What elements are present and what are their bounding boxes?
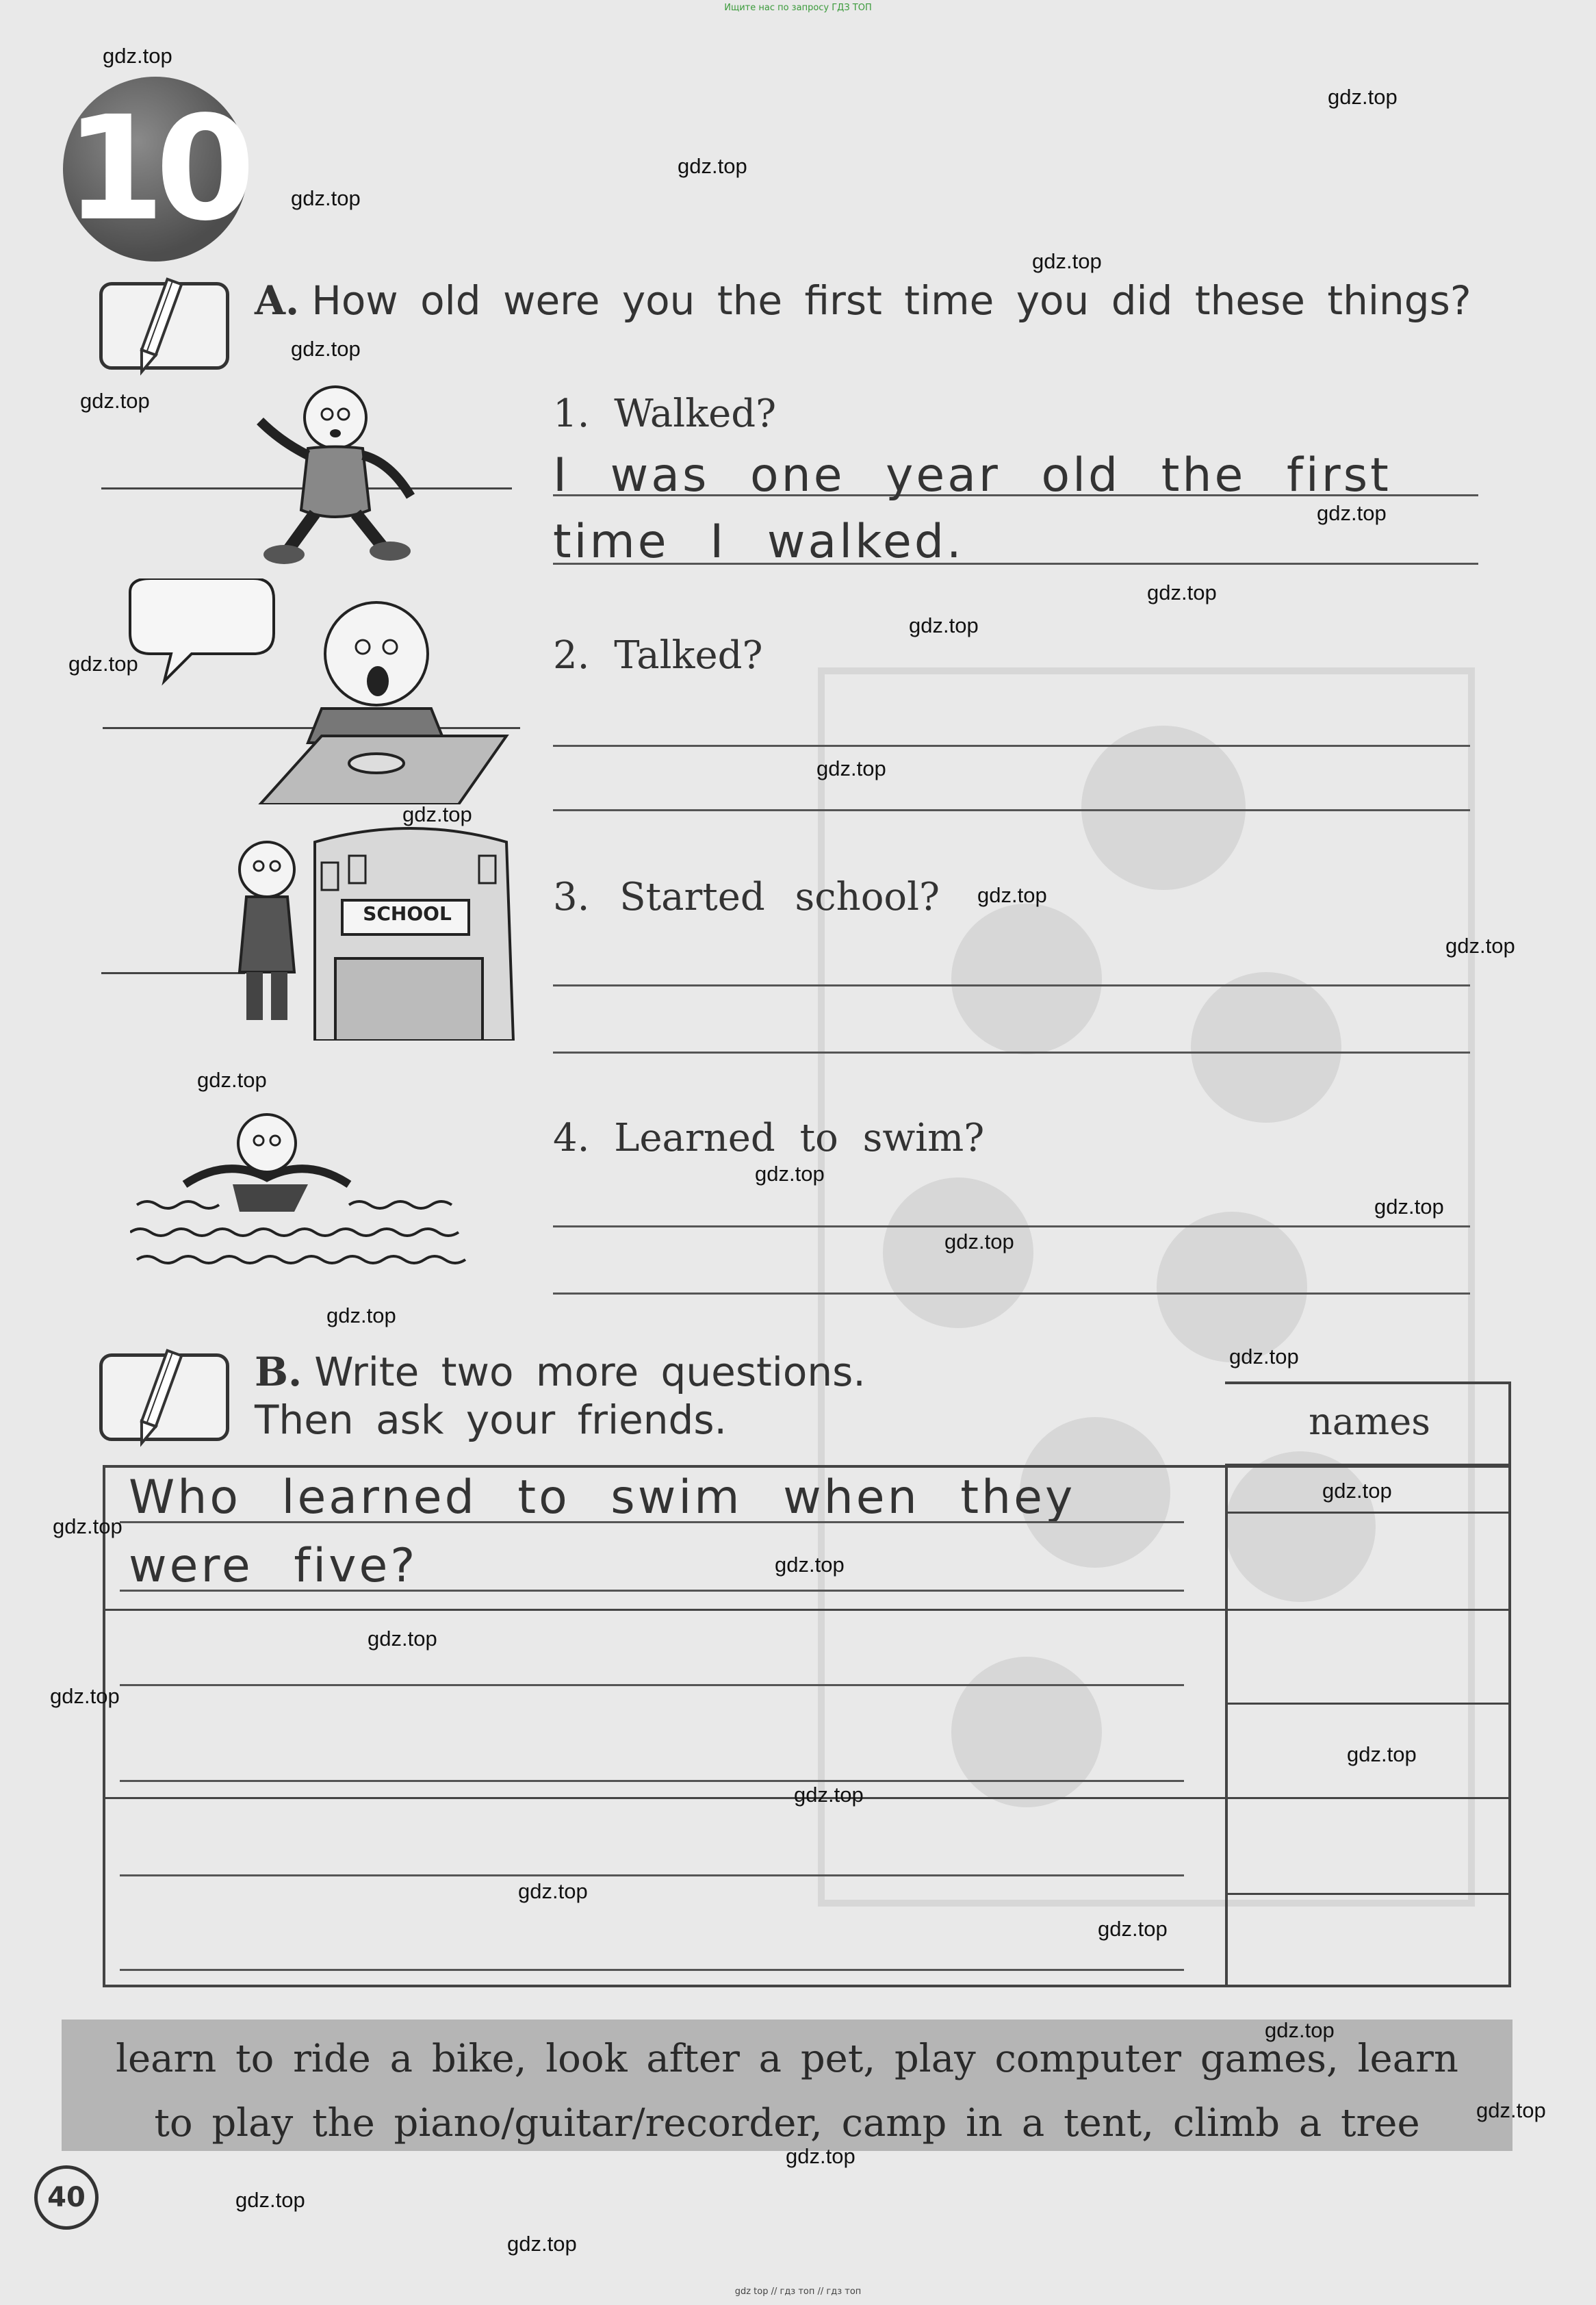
- watermark: gdz.top: [816, 756, 886, 780]
- pencil-write-icon-b: [99, 1353, 229, 1441]
- watermark: gdz.top: [1445, 934, 1515, 958]
- question-3-label: 3. Started school?: [553, 875, 940, 919]
- footer-note: gdz top // гдз топ // гдз топ: [734, 2287, 862, 2297]
- header-note: Ищите нас по запросу ГДЗ ТОП: [724, 3, 872, 13]
- word-box-line-1: learn to ride a bike, look after a pet, play computer games, learn: [116, 2037, 1458, 2081]
- section-a-letter: A.: [255, 277, 300, 324]
- question-1-label: 1. Walked?: [553, 392, 777, 436]
- answer-line-2b[interactable]: [553, 809, 1470, 811]
- watermark: gdz.top: [678, 154, 747, 178]
- answer-line-3a[interactable]: [553, 984, 1470, 986]
- watermark: gdz.top: [1476, 2098, 1546, 2122]
- watermark: gdz.top: [1317, 501, 1387, 525]
- watermark: gdz.top: [53, 1514, 123, 1538]
- section-b-heading: [255, 1349, 866, 1395]
- watermark: gdz.top: [1032, 249, 1102, 273]
- table-row-divider-1: [103, 1609, 1511, 1611]
- watermark: gdz.top: [794, 1783, 864, 1807]
- watermark: gdz.top: [786, 2144, 855, 2168]
- watermark: gdz.top: [235, 2188, 305, 2212]
- watermark: gdz.top: [977, 883, 1047, 907]
- walking-child-illustration: [226, 380, 424, 572]
- watermark: gdz.top: [80, 389, 150, 413]
- section-b-heading-line-2: Then ask your friends.: [255, 1397, 727, 1443]
- watermark: gdz.top: [1147, 581, 1217, 604]
- watermark: gdz.top: [909, 613, 979, 637]
- watermark: gdz.top: [368, 1627, 437, 1651]
- watermark: gdz.top: [1374, 1195, 1444, 1219]
- unit-badge: [63, 77, 248, 262]
- section-b-heading-line-1: Write two more questions.: [314, 1349, 866, 1395]
- watermark: gdz.top: [755, 1162, 825, 1186]
- names-row-divider-0: [1225, 1512, 1511, 1514]
- watermark: gdz.top: [1322, 1479, 1392, 1503]
- names-row-divider-1: [1225, 1703, 1511, 1705]
- table-column-divider: [1225, 1465, 1228, 1987]
- answer-line-2a[interactable]: [553, 745, 1470, 747]
- unit-number: 10: [64, 85, 246, 253]
- b-answer-line-5[interactable]: [120, 1874, 1184, 1876]
- question-4-label: 4. Learned to swim?: [553, 1116, 985, 1160]
- word-box-line-2: to play the piano/guitar/recorder, camp in a tent, climb a tree: [154, 2101, 1420, 2145]
- watermark: gdz.top: [1347, 1742, 1417, 1766]
- watermark: gdz.top: [291, 337, 361, 361]
- school-illustration: [212, 822, 527, 1041]
- watermark: gdz.top: [197, 1068, 267, 1092]
- answer-1-line-2[interactable]: time I walked.: [553, 515, 964, 569]
- names-row-divider-2: [1225, 1893, 1511, 1895]
- swimming-child-illustration: [130, 1095, 500, 1287]
- talking-child-illustration: [116, 578, 527, 804]
- watermark: gdz.top: [1265, 2018, 1335, 2042]
- answer-line-3b[interactable]: [553, 1052, 1470, 1054]
- watermark: gdz.top: [507, 2232, 577, 2256]
- section-a-heading-text: How old were you the first time you did these things?: [311, 277, 1471, 324]
- answer-line-4a[interactable]: [553, 1225, 1470, 1227]
- page-number: 40: [34, 2165, 99, 2230]
- question-2-label: 2. Talked?: [553, 633, 763, 678]
- watermark: gdz.top: [775, 1553, 845, 1577]
- watermark: gdz.top: [1098, 1917, 1168, 1941]
- section-a-heading: [255, 277, 1471, 324]
- answer-line-4b[interactable]: [553, 1292, 1470, 1295]
- watermark: gdz.top: [402, 802, 472, 826]
- answer-1-line-1[interactable]: I was one year old the first: [553, 448, 1391, 502]
- watermark: gdz.top: [50, 1684, 120, 1708]
- b-answer-line-4[interactable]: [120, 1780, 1184, 1782]
- watermark: gdz.top: [1328, 85, 1398, 109]
- question-b-1-line-1[interactable]: Who learned to swim when they: [129, 1470, 1076, 1525]
- b-answer-line-2[interactable]: [120, 1590, 1184, 1592]
- school-sign: SCHOOL: [363, 902, 452, 925]
- names-header: names: [1309, 1400, 1430, 1443]
- watermark: gdz.top: [518, 1879, 588, 1903]
- watermark: gdz.top: [291, 186, 361, 210]
- watermark: gdz.top: [103, 44, 172, 68]
- watermark: gdz.top: [944, 1230, 1014, 1253]
- b-answer-line-6[interactable]: [120, 1969, 1184, 1971]
- section-b-letter: B.: [255, 1349, 303, 1395]
- b-answer-line-1[interactable]: [120, 1521, 1184, 1523]
- pencil-write-icon: [99, 282, 229, 370]
- b-answer-line-3[interactable]: [120, 1684, 1184, 1686]
- question-b-1-line-2[interactable]: were five?: [129, 1539, 418, 1593]
- watermark: gdz.top: [326, 1303, 396, 1327]
- watermark: gdz.top: [68, 652, 138, 676]
- watermark: gdz.top: [1229, 1345, 1299, 1368]
